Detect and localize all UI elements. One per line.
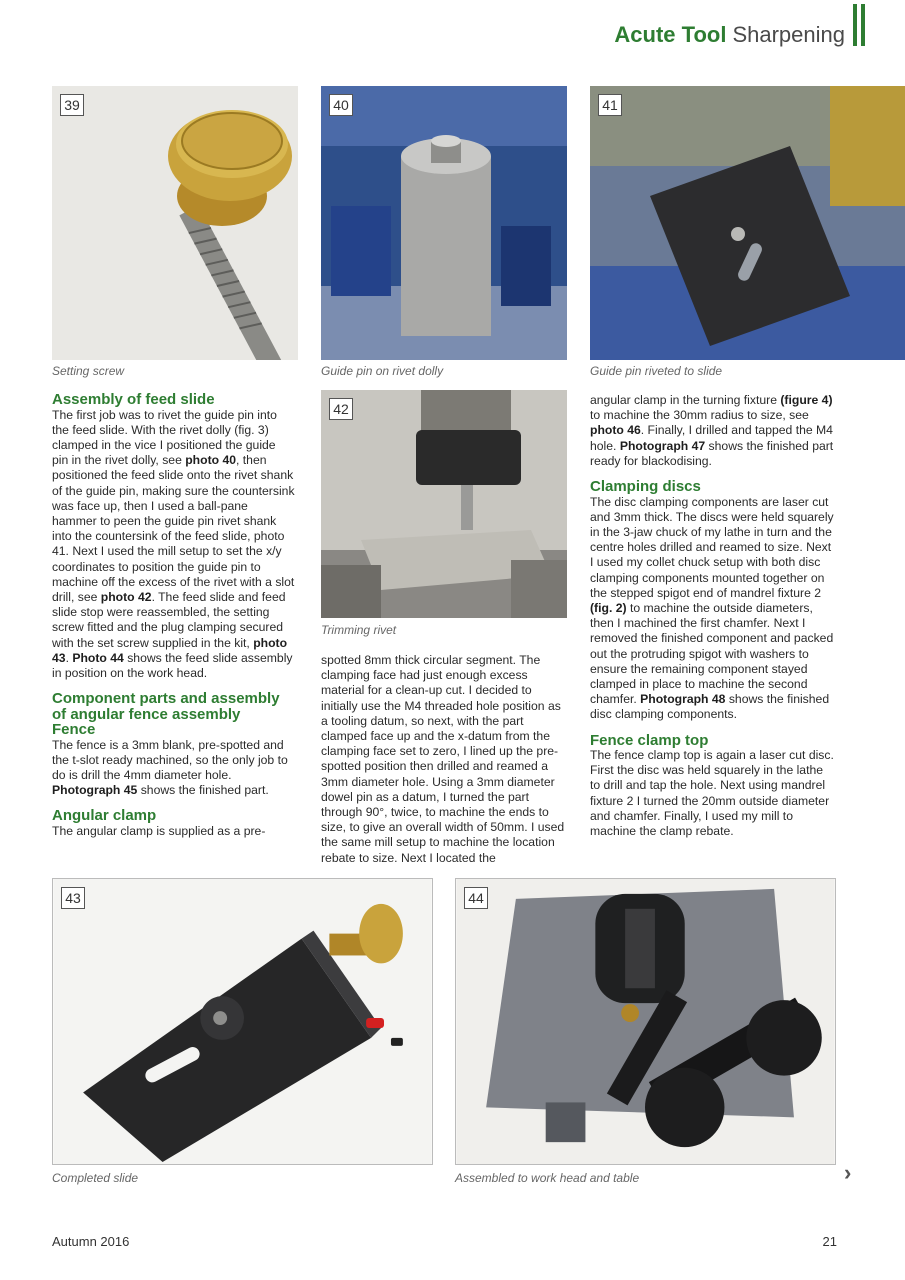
paragraph-fence-clamp-top: The fence clamp top is again a laser cut disc. First the disc was held squarely in the lathe to drill and tap the hole. Next using mandrel fixture 2 I turned the 20mm outside diameter and chamfer. Finally, I used my mill to machine the clamp rebate. xyxy=(590,748,834,839)
figure-44-photo xyxy=(455,878,836,1165)
figure-39-photo xyxy=(52,86,298,360)
paragraph-angular-continued: spotted 8mm thick circular segment. The clamping face had just enough excess material for a clean-up cut. I decided to initially use the M4 threaded hole position as a tooling datum, so next, with the part clamped face up and the x-datum from the clamping face set to zero, I lined up the pre-spotted position then drilled and reamed a 3mm diameter hole. Using a 3mm diameter dowel pin as a datum, I turned the part through 90°, twice, to machine the ends to size, to give an overall width of 50mm. I used the same mill setup to machine the location rebate to size. Next I located the xyxy=(321,653,565,865)
figure-40-number: 40 xyxy=(329,94,353,116)
header-brand: Acute Tool xyxy=(614,22,727,47)
slide-in-vice-photo xyxy=(590,86,905,360)
column-2 xyxy=(321,653,566,866)
paragraph-angular-clamp: The angular clamp is supplied as a pre- xyxy=(52,823,266,838)
mill-cutter-photo xyxy=(321,390,567,618)
paragraph-feed-slide: The first job was to rivet the guide pin into the feed slide. With the rivet dolly (fig. 3) clamped in the vice I positioned the guide pin in the rivet dolly, see photo 40, then positioned the feed slide onto the rivet shank of the guide pin, making sure the countersink was face up, then I used a ball-pane hammer to peen the guide pin rivet shank into the countersink of the feed slide, photo 41. Next I used the mill setup to set the x/y coordinates to position the guide pin to machine off the excess of the rivet with a slot drill, see photo 42. The feed slide and feed slide stop were reassembled, the setting screw fitted and the plug clamping secured with the set screw supplied in the kit, photo 43. Photo 44 shows the feed slide assembly in position on the work head. xyxy=(52,407,295,680)
figure-40-caption: Guide pin on rivet dolly xyxy=(321,364,444,378)
running-header xyxy=(614,18,845,52)
completed-slide-photo xyxy=(53,879,432,1164)
paragraph-fence: The fence is a 3mm blank, pre-spotted and the t-slot ready machined, so the only job to do is drill the 4mm diameter hole. Photograph 45 shows the finished part. xyxy=(52,737,288,798)
figure-42-number: 42 xyxy=(329,398,353,420)
paragraph-clamping-discs: The disc clamping components are laser cut and 3mm thick. The discs were held squarely in the 3-jaw chuck of my lathe in turn and the centre holes drilled and reamed to size. Next I used my collet chuck setup with both disc clamping components mounted together on the stepped spigot end of mandrel fixture 2 (fig. 2) to machine the outside diameters, then I machined the first chamfer. Next I removed the finished component and packed out the protruding spigot with washers to ensure the remaining component stayed clamped in place to machine the second chamfer. Photograph 48 shows the finished disc clamping components. xyxy=(590,494,834,722)
issue-date: Autumn 2016 xyxy=(52,1234,130,1249)
column-3 xyxy=(590,393,835,839)
next-page-arrow-icon[interactable]: › xyxy=(844,1160,852,1185)
figure-43-number: 43 xyxy=(61,887,85,909)
page-number: 21 xyxy=(822,1234,837,1249)
figure-41-number: 41 xyxy=(598,94,622,116)
paragraph-angular-finish: angular clamp in the turning fixture (figure 4) to machine the 30mm radius to size, see photo 46. Finally, I drilled and tapped the M4 hole. Photograph 47 shows the finished part ready for blackodising. xyxy=(590,393,834,468)
heading-assembly-feed-slide: Assembly of feed slide xyxy=(52,391,215,408)
figure-42-caption: Trimming rivet xyxy=(321,623,397,637)
heading-fence: Fence xyxy=(52,721,96,739)
assembly-photo xyxy=(456,879,835,1164)
figure-43-photo xyxy=(52,878,433,1165)
figure-44-caption: Assembled to work head and table xyxy=(455,1171,640,1185)
header-bars-decoration xyxy=(853,4,865,46)
figure-43-caption: Completed slide xyxy=(52,1171,139,1185)
rivet-dolly-photo xyxy=(321,86,567,360)
heading-component-parts: Component parts and assembly of angular fence assembly xyxy=(52,690,280,723)
figure-41-caption: Guide pin riveted to slide xyxy=(590,364,723,378)
figure-44-number: 44 xyxy=(464,887,488,909)
figure-39-number: 39 xyxy=(60,94,84,116)
figure-41-photo xyxy=(590,86,905,360)
figure-39-caption: Setting screw xyxy=(52,364,125,378)
header-section: Sharpening xyxy=(732,22,845,47)
column-1 xyxy=(52,392,295,839)
heading-clamping-discs: Clamping discs xyxy=(590,478,701,496)
heading-fence-clamp-top: Fence clamp top xyxy=(590,731,709,749)
heading-angular-clamp: Angular clamp xyxy=(52,807,157,825)
knurled-screw-photo xyxy=(52,86,298,360)
figure-42-photo xyxy=(321,390,567,618)
figure-40-photo xyxy=(321,86,567,360)
